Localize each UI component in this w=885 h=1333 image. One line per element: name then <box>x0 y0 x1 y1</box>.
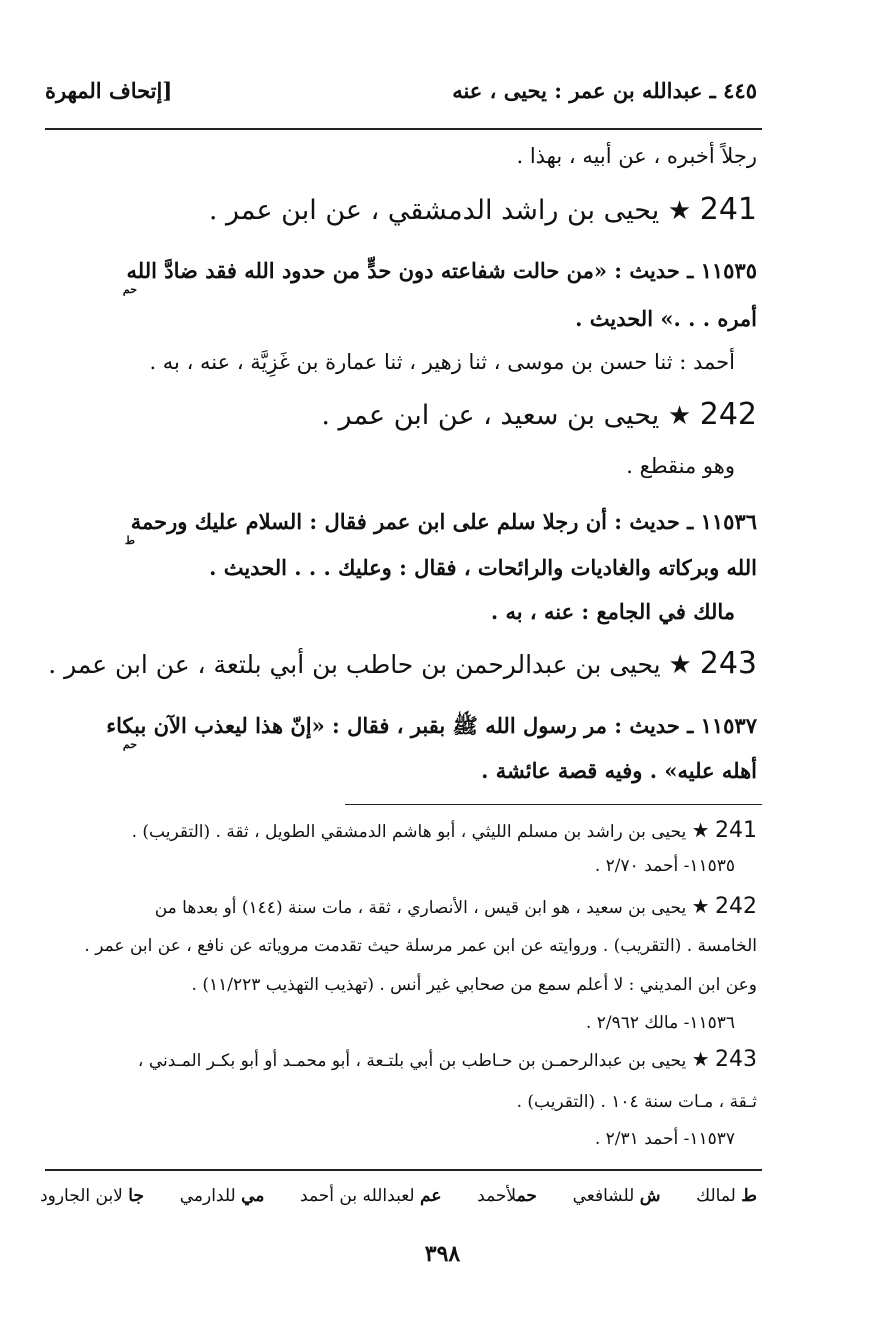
footnote-243-line2: ثـقة ، مـات سنة ١٠٤ . (التقريب) . <box>516 1092 757 1112</box>
footnote-separator <box>345 804 762 805</box>
footnote-242 <box>155 893 757 921</box>
footnote-text: يحيى بن عبدالرحمـن بن حـاطب بن أبي بلتـعة ، أبو محمـد أو أبو بكـر المـدني ، <box>137 1051 687 1071</box>
narrator-entry-242 <box>321 397 757 434</box>
source-symbol: حم <box>122 738 137 751</box>
footnote-number: 242 <box>715 894 757 919</box>
legend-rule <box>45 1169 762 1171</box>
star-icon: ★ <box>667 401 692 431</box>
footnote-number: 243 <box>715 1047 757 1072</box>
star-icon: ★ <box>691 818 710 842</box>
legend-item-malik <box>696 1186 757 1206</box>
footnote-243-ref: ١١٥٣٧- أحمد ٢/٣١ . <box>594 1129 735 1149</box>
legend-item-abdullah <box>300 1186 441 1206</box>
entry-number: 241 <box>699 192 757 227</box>
legend-symbol: مي <box>241 1186 265 1206</box>
star-icon: ★ <box>668 650 692 680</box>
legend-item-shafii <box>573 1186 661 1206</box>
footnote-text: يحيى بن سعيد ، هو ابن قيس ، الأنصاري ، ثقة ، مات سنة (١٤٤) أو بعدها من <box>154 898 687 918</box>
legend-item-darimi <box>180 1186 265 1206</box>
star-icon: ★ <box>667 196 692 226</box>
footnote-241-ref: ١١٥٣٥- أحمد ٢/٧٠ . <box>594 856 735 876</box>
hadith-11536-continuation: الله وبركاته والغاديات والرائحات ، فقال : وعليك . . . الحديث . <box>209 555 757 580</box>
hadith-11535-heading: ١١٥٣٥ ـ حديث : «من حالت شفاعته دون حدٍّ من حدود الله فقد ضادَّ الله <box>126 258 757 283</box>
star-icon: ★ <box>691 1047 710 1071</box>
legend-label: لمالك <box>696 1186 736 1206</box>
footnote-241 <box>132 817 757 845</box>
header-book-title: [إتحاف المهرة <box>45 78 173 103</box>
narrator-name: يحيى بن سعيد ، عن ابن عمر . <box>321 400 660 431</box>
header-rule <box>45 128 762 130</box>
legend-symbol: عم <box>420 1186 442 1206</box>
continuation-line: رجلاً أخبره ، عن أبيه ، بهذا . <box>516 144 757 168</box>
legend-symbol: ط <box>741 1186 757 1206</box>
footnote-242-line3: وعن ابن المديني : لا أعلم سمع من صحابي غير أنس . (تهذيب التهذيب ١١/٢٢٣) . <box>191 975 757 995</box>
hadith-11535-continuation: أمره . . .» الحديث . <box>575 306 757 331</box>
legend-label: للشافعي <box>572 1186 635 1206</box>
legend-symbol: حم <box>516 1186 537 1206</box>
footnote-243 <box>138 1046 757 1074</box>
legend-item-jarud <box>40 1186 144 1206</box>
legend-label: لابن الجارود <box>40 1186 123 1206</box>
footnote-number: 241 <box>715 818 757 843</box>
footnote-242-ref: ١١٥٣٦- مالك ٢/٩٦٢ . <box>585 1013 735 1033</box>
legend-label: لأحمد <box>477 1186 517 1206</box>
entry-number: 242 <box>699 397 757 432</box>
legend-symbol: ش <box>639 1186 661 1206</box>
hadith-11537-continuation: أهله عليه» . وفيه قصة عائشة . <box>481 758 757 783</box>
source-symbol: ط <box>124 534 135 547</box>
legend-item-ahmad <box>477 1186 537 1206</box>
narrator-name: يحيى بن راشد الدمشقي ، عن ابن عمر . <box>208 195 660 226</box>
hadith-11536-heading: ١١٥٣٦ ـ حديث : أن رجلا سلم على ابن عمر فقال : السلام عليك ورحمة <box>130 509 757 534</box>
narrator-name: يحيى بن عبدالرحمن بن حاطب بن أبي بلتعة ، عن ابن عمر . <box>48 650 661 679</box>
legend-symbol: جا <box>128 1186 144 1206</box>
source-symbol: حم <box>122 283 137 296</box>
narrator-entry-243 <box>48 646 757 683</box>
entry-number: 243 <box>699 646 757 681</box>
hadith-11537-heading: ١١٥٣٧ ـ حديث : مر رسول الله ﷺ بقبر ، فقال : «إنّ هذا ليعذب الآن ببكاء <box>106 713 757 738</box>
hadith-11536-source: مالك في الجامع : عنه ، به . <box>490 599 735 624</box>
page-number: ٣٩٨ <box>424 1241 461 1267</box>
legend-label: لعبدالله بن أحمد <box>300 1186 415 1206</box>
header-chapter-title: ٤٤٥ ـ عبدالله بن عمر : يحيى ، عنه <box>452 78 757 103</box>
star-icon: ★ <box>691 894 710 918</box>
footnote-text: يحيى بن راشد بن مسلم الليثي ، أبو هاشم الدمشقي الطويل ، ثقة . (التقريب) . <box>131 822 687 842</box>
legend-label: للدارمي <box>179 1186 236 1206</box>
symbol-legend <box>40 1186 757 1206</box>
narrator-242-note: وهو منقطع . <box>626 454 735 478</box>
narrator-entry-241 <box>209 192 757 229</box>
footnote-242-line2: الخامسة . (التقريب) . وروايته عن ابن عمر مرسلة حيث تقدمت مروياته عن نافع ، عن ابن عمر . <box>84 936 757 956</box>
hadith-11535-source: أحمد : ثنا حسن بن موسى ، ثنا زهير ، ثنا عمارة بن غَزِيَّة ، عنه ، به . <box>149 350 735 374</box>
